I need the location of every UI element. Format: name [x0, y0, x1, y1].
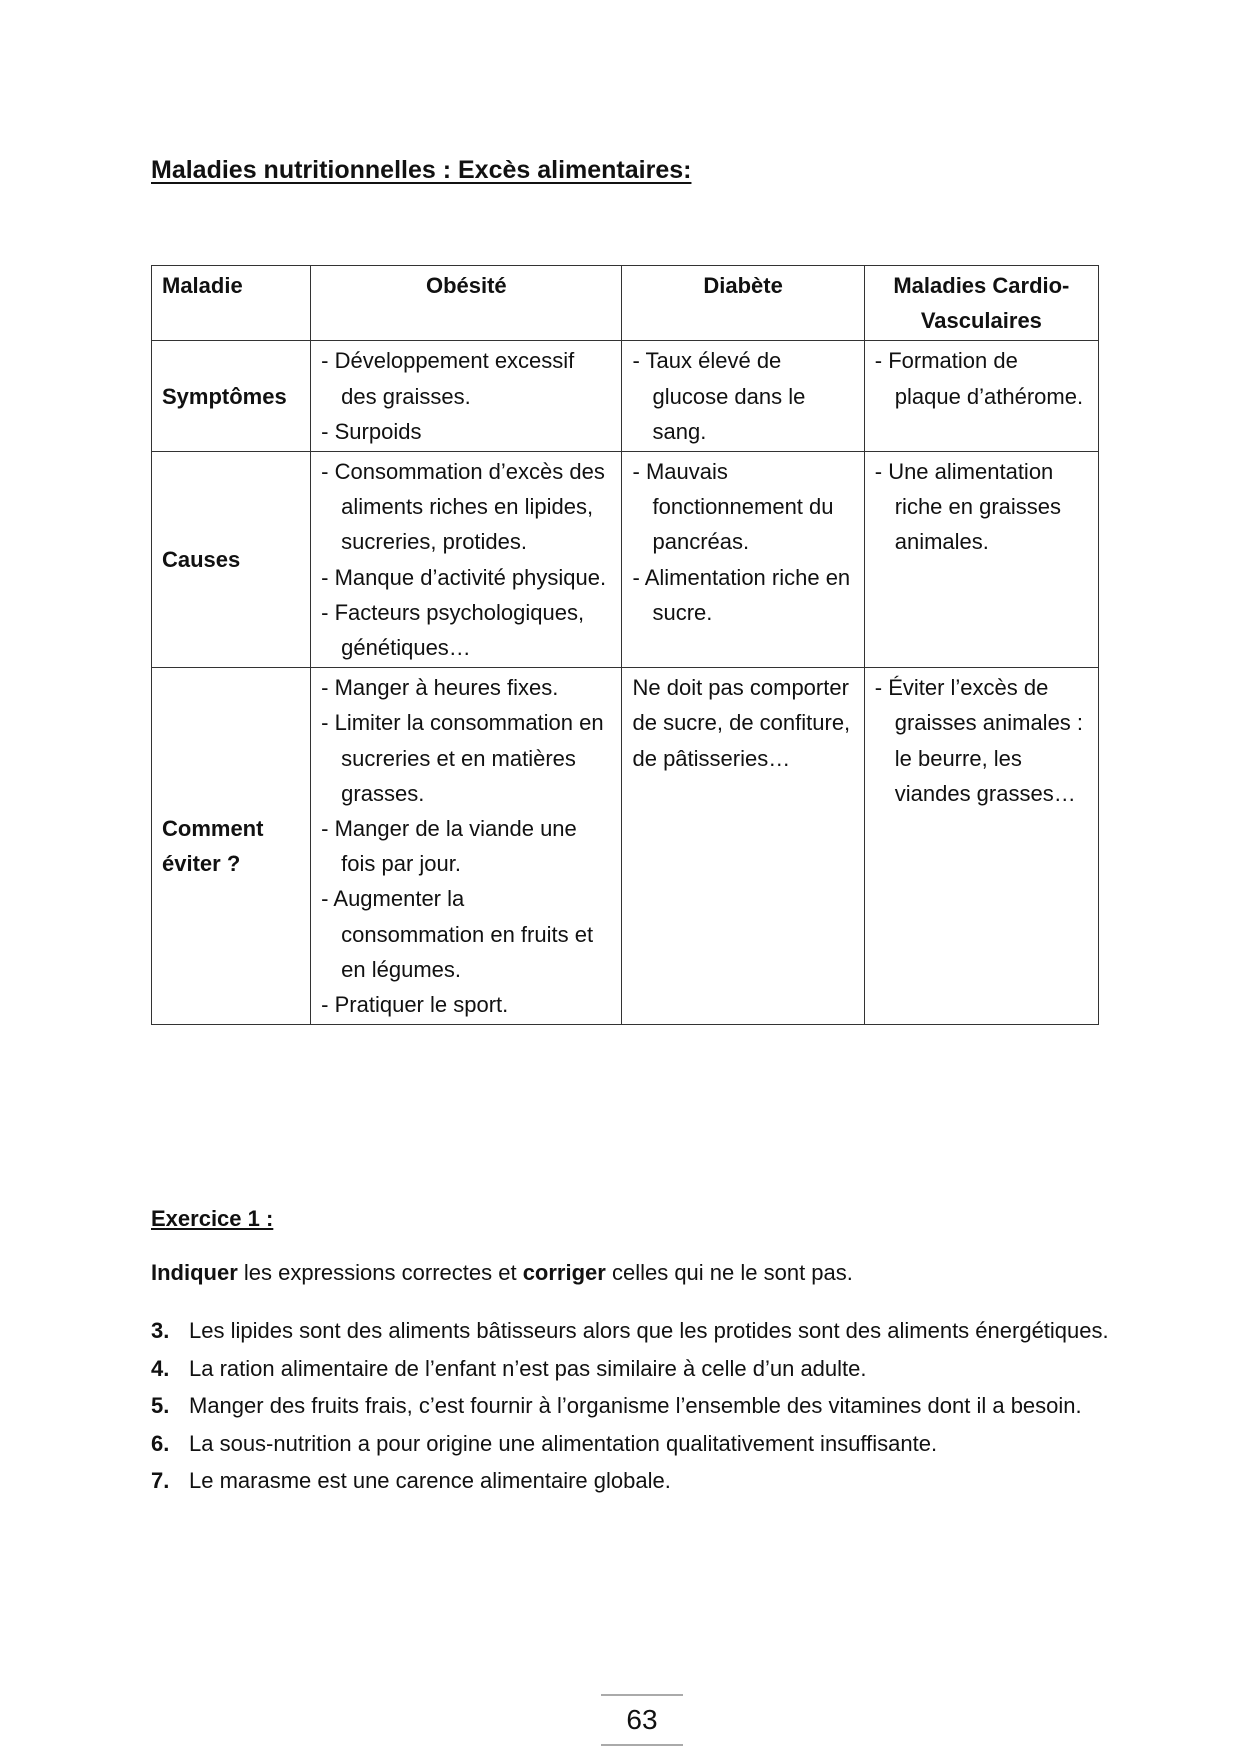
table-cell [864, 668, 1098, 1025]
list-item: - Manque d’activité physique. [321, 560, 611, 595]
item-number: 7. [151, 1468, 170, 1493]
diseases-table [151, 265, 1099, 1025]
table-cell: Ne doit pas comporter de sucre, de confiture, de pâtisseries… [622, 668, 864, 1025]
list-item [151, 1350, 1111, 1388]
item-text: La ration alimentaire de l’enfant n’est pas similaire à celle d’un adulte. [189, 1355, 867, 1381]
item-text: La sous-nutrition a pour origine une alimentation qualitativement insuffisante. [189, 1430, 938, 1456]
table-cell [622, 341, 864, 452]
item-text: Les lipides sont des aliments bâtisseurs alors que les protides sont des aliments énergétiques. [189, 1318, 1109, 1343]
list-item: - Alimentation riche en sucre. [632, 560, 853, 630]
row-label: Symptômes [152, 341, 311, 452]
item-number: 3. [151, 1318, 170, 1343]
table-header-row [152, 266, 1099, 341]
item-text: Le marasme est une carence alimentaire globale. [189, 1468, 671, 1493]
item-text: Manger des fruits frais, c’est fournir à l’organisme l’ensemble des vitamines dont il a besoin. [189, 1393, 1082, 1418]
exercise-instruction [151, 1260, 853, 1286]
exercise-list [151, 1312, 1111, 1500]
list-item: - Manger à heures fixes. [321, 670, 611, 705]
table-cell [311, 452, 622, 668]
list-item [151, 1462, 1111, 1500]
list-item: - Facteurs psychologiques, génétiques… [321, 595, 611, 665]
item-number: 5. [151, 1393, 170, 1418]
table-cell [311, 668, 622, 1025]
instruction-text: celles qui ne le sont pas. [605, 1260, 853, 1285]
page-title: Maladies nutritionnelles : Excès alimentaires: [151, 156, 692, 184]
exercise-title: Exercice 1 : [151, 1206, 274, 1231]
page-number: 63 [601, 1694, 683, 1746]
instruction-text: les expressions correctes et [237, 1260, 523, 1285]
list-item: - Limiter la consommation en sucreries et en matières grasses. [321, 705, 611, 811]
list-item: - Taux élevé de glucose dans le sang. [632, 343, 853, 449]
item-number: 6. [151, 1430, 170, 1456]
table-row [152, 668, 1099, 1025]
list-item: - Surpoids [321, 414, 611, 449]
list-item: - Éviter l’excès de graisses animales : le beurre, les viandes grasses… [875, 670, 1088, 811]
table-cell [864, 452, 1098, 668]
list-item: - Formation de plaque d’athérome. [875, 343, 1088, 413]
table-cell [864, 341, 1098, 452]
header-cell: Maladies Cardio-Vasculaires [864, 266, 1098, 341]
list-item: - Développement excessif des graisses. [321, 343, 611, 413]
instruction-verb: Indiquer [151, 1260, 238, 1285]
list-item: - Mauvais fonctionnement du pancréas. [632, 454, 853, 560]
table-row [152, 452, 1099, 668]
header-cell: Diabète [622, 266, 864, 341]
list-item: - Pratiquer le sport. [321, 987, 611, 1022]
list-item: - Consommation d’excès des aliments riches en lipides, sucreries, protides. [321, 454, 611, 560]
list-item [151, 1312, 1111, 1350]
instruction-verb: corriger [522, 1260, 606, 1285]
table-cell [311, 341, 622, 452]
table-cell [622, 452, 864, 668]
list-item: - Manger de la viande une fois par jour. [321, 811, 611, 881]
table-row [152, 341, 1099, 452]
row-label: Causes [152, 452, 311, 668]
list-item: - Augmenter la consommation en fruits et en légumes. [321, 881, 611, 987]
list-item [151, 1387, 1111, 1425]
list-item: - Une alimentation riche en graisses animales. [875, 454, 1088, 560]
item-number: 4. [151, 1355, 170, 1381]
row-label: Comment éviter ? [152, 668, 311, 1025]
header-cell: Obésité [311, 266, 622, 341]
header-cell: Maladie [152, 266, 311, 341]
list-item [151, 1425, 1111, 1463]
